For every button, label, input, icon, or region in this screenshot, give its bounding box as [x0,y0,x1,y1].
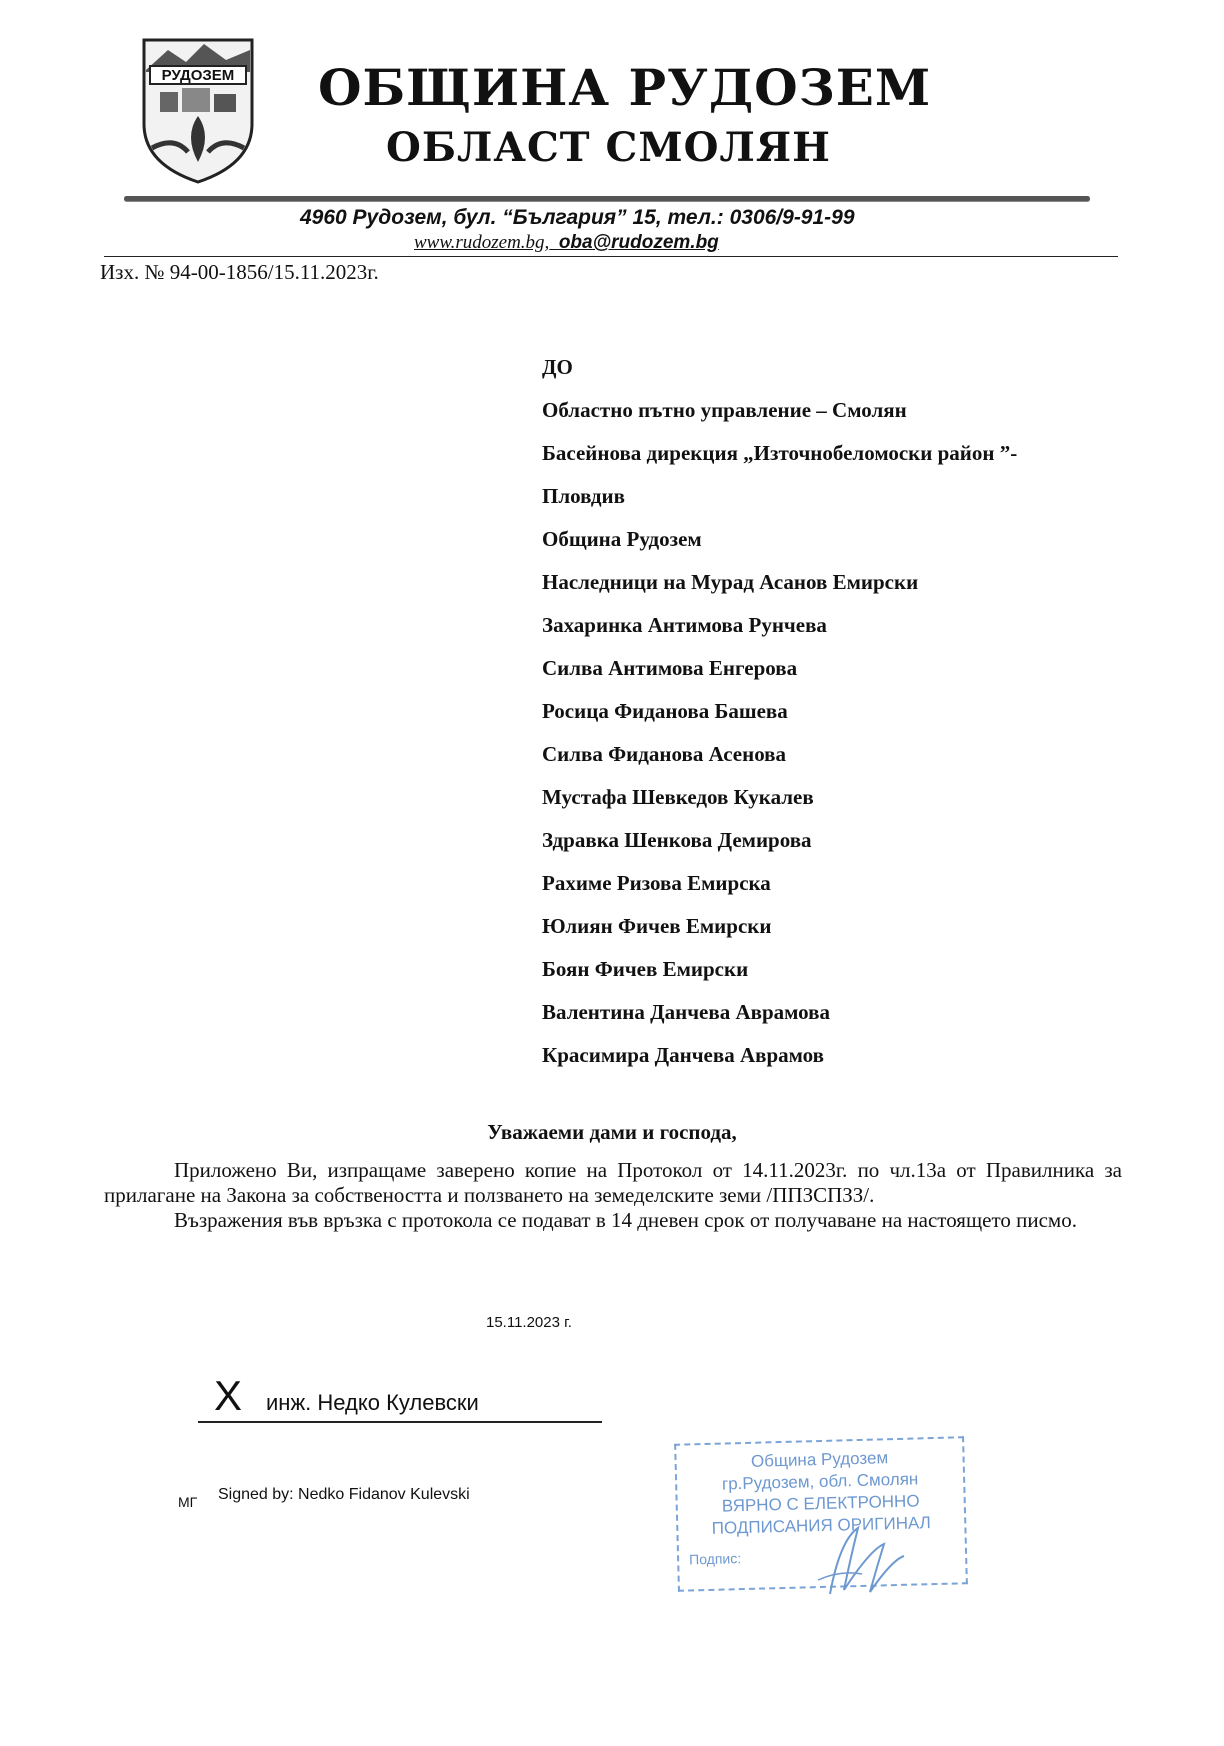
signer-name: инж. Недко Кулевски [266,1390,479,1415]
letter-date: 15.11.2023 г. [486,1314,572,1331]
stamp-line: Община Рудозем [750,1448,889,1471]
contact-line [414,232,719,254]
recipient-item: Областно пътно управление – Смолян [542,398,907,422]
region-subtitle: ОБЛАСТ СМОЛЯН [386,124,831,171]
crest-text: РУДОЗЕМ [161,67,235,84]
municipality-title: ОБЩИНА РУДОЗЕМ [318,58,932,117]
signature-mark: X [214,1372,243,1419]
website-link[interactable]: www.rudozem.bg, [414,232,550,253]
body-paragraph: Приложено Ви, изпращаме заверено копие на Протокол от 14.11.2023г. по чл.13а от Правилника за прилагане на Закона за собствеността и ползването на земеделските земи /ППЗСПЗЗ/. [104,1158,1122,1207]
recipient-item: Боян Фичев Емирски [542,957,749,981]
header-divider [124,196,1090,201]
body-paragraph: Възражения във връзка с протокола се подават в 14 дневен срок от получаване на настоящето писмо. [174,1208,1077,1232]
recipient-item: Мустафа Шевкедов Кукалев [542,785,814,809]
signed-by-text: Signed by: Nedko Fidanov Kulevski [218,1486,470,1503]
stamp-line: ПОДПИСАНИЯ ОРИГИНАЛ [711,1513,932,1538]
contact-divider [104,256,1118,257]
reference-number: Изх. № 94-00-1856/15.11.2023г. [100,260,379,284]
signature-line [198,1421,602,1423]
stamp-line: гр.Рудозем, обл. Смолян [721,1469,919,1494]
recipient-item: Пловдив [542,484,625,508]
email-link[interactable]: oba@rudozem.bg [558,232,719,253]
letter-body [104,1158,1122,1233]
recipient-item: Силва Антимова Енгерова [542,656,798,680]
coat-of-arms-logo [138,36,258,186]
recipient-item: Росица Фиданова Башева [542,699,788,723]
recipient-list [542,346,1017,1077]
recipient-item: Юлиян Фичев Емирски [542,914,772,938]
recipient-item: Община Рудозем [542,527,702,551]
greeting: Уважаеми дами и господа, [487,1120,737,1144]
recipient-item: Захаринка Антимова Рунчева [542,613,827,637]
recipient-item: Басейнова дирекция „Източнобеломоски район ”- [542,441,1018,465]
address-line: 4960 Рудозем, бул. “България” 15, тел.: 0306/9-91-99 [300,206,855,229]
mg-label: МГ [178,1494,198,1510]
recipient-item: Валентина Данчева Аврамова [542,1000,830,1024]
to-label: ДО [542,355,573,379]
stamp-line: Подпис: [688,1550,742,1568]
recipient-item: Рахиме Ризова Емирска [542,871,771,895]
recipient-item: Силва Фиданова Асенова [542,742,787,766]
recipient-item: Красимира Данчева Аврамов [542,1043,824,1067]
stamp-line: ВЯРНО С ЕЛЕКТРОННО [721,1491,920,1516]
recipient-item: Наследници на Мурад Асанов Емирски [542,570,919,594]
recipient-item: Здравка Шенкова Демирова [542,828,812,852]
handwritten-signature-icon [800,1520,910,1600]
